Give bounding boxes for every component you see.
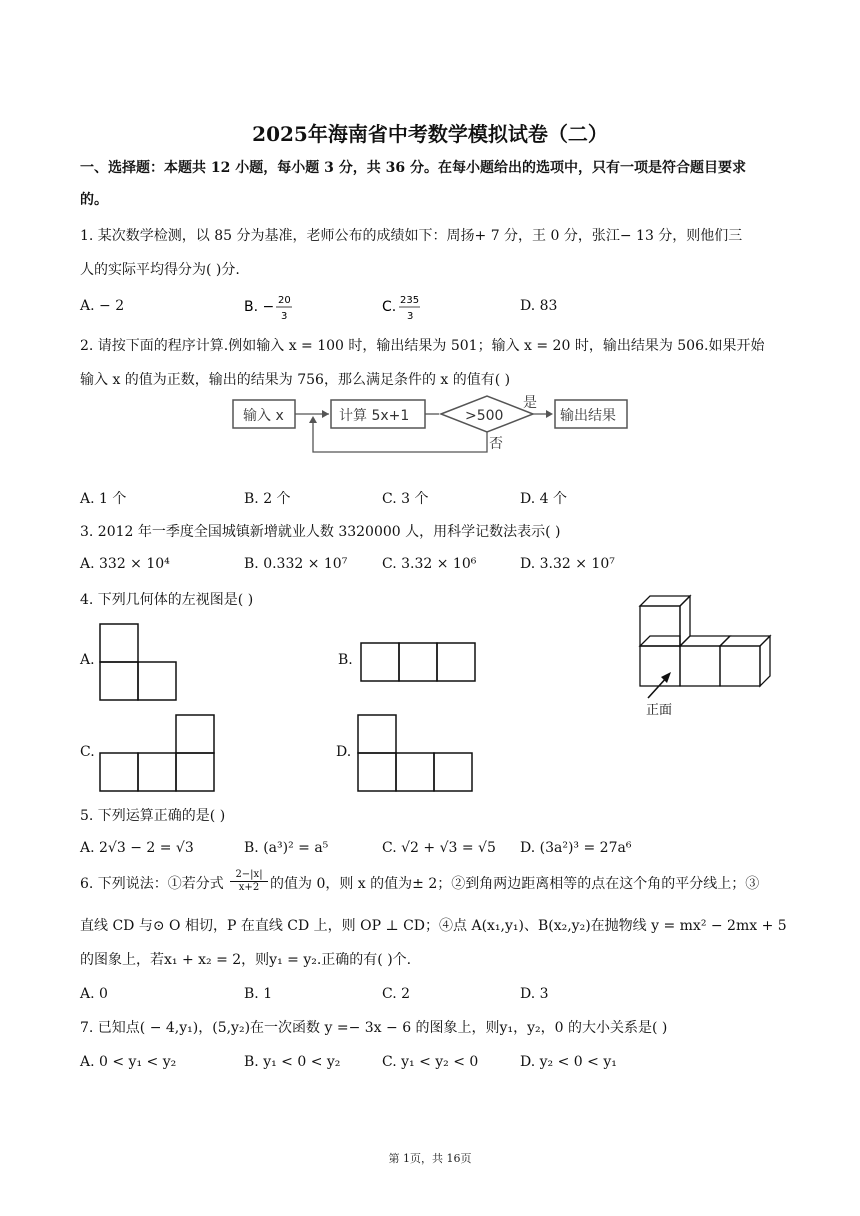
q1-option-b-math	[244, 290, 324, 326]
q2-text-line1: 2. 请按下面的程序计算.例如输入 x = 100 时，输出结果为 501；输入 x = 20 时，输出结果为 506.如果开始	[80, 338, 765, 354]
section-heading-line1: 一、选择题：本题共 12 小题，每小题 3 分，共 36 分。在每小题给出的选项中，只有一项是符合题目要求	[80, 160, 746, 176]
q6-text-line1a: 6. 下列说法：①若分式	[80, 876, 224, 892]
flow-yes-label: 是	[523, 395, 537, 411]
q2-text-line2: 输入 x 的值为正数，输出的结果为 756，那么满足条件的 x 的值有( )	[80, 372, 511, 388]
svg-text:235: 235	[400, 295, 420, 306]
q4-label-d: D.	[336, 744, 352, 760]
page-title: 2025年海南省中考数学模拟试卷（二）	[252, 122, 608, 146]
q6-fraction	[230, 869, 268, 894]
q1-option-a: A. − 2	[80, 298, 125, 314]
q6-text-line2: 直线 CD 与⊙ O 相切，P 在直线 CD 上，则 OP ⊥ CD；④点 A(x₁,y₁)、B(x₂,y₂)在抛物线 y = mx² − 2mx + 5	[80, 918, 787, 934]
flow-output-label: 输出结果	[560, 408, 616, 424]
q6-text-line3: 的图象上，若x₁ + x₂ = 2，则y₁ = y₂.正确的有( )个.	[80, 952, 412, 968]
q1-option-d: D. 83	[520, 298, 558, 314]
q1-text-line2: 人的实际平均得分为( )分.	[80, 262, 240, 278]
q4-label-b: B.	[338, 652, 353, 668]
q5-option-c: C. √2 + √3 = √5	[382, 840, 496, 856]
q4-option-b-figure	[359, 641, 477, 683]
q3-option-b: B. 0.332 × 10⁷	[244, 556, 348, 572]
svg-text:B. −: B. −	[244, 299, 275, 315]
flow-input-label: 输入 x	[243, 408, 284, 424]
q5-option-a: A. 2√3 − 2 = √3	[80, 840, 194, 856]
q3-text-line1: 3. 2012 年一季度全国城镇新增就业人数 3320000 人，用科学记数法表示( )	[80, 524, 561, 540]
q3-option-c: C. 3.32 × 10⁶	[382, 556, 477, 572]
q4-option-a-figure	[98, 622, 180, 702]
q1-option-b	[244, 290, 324, 330]
flow-no-label: 否	[489, 436, 503, 452]
q5-option-d: D. (3a²)³ = 27a⁶	[520, 840, 632, 856]
page-footer: 第 1页，共 16页	[388, 1152, 472, 1165]
q4-option-d-figure	[356, 713, 474, 793]
svg-text:C.: C.	[382, 299, 397, 315]
q4-solid-figure	[634, 592, 780, 720]
q6-fraction-numerator: 2−|x|	[230, 869, 268, 882]
svg-text:3: 3	[281, 311, 288, 322]
q6-option-b: B. 1	[244, 986, 273, 1002]
q6-fraction-denominator: x+2	[238, 882, 260, 893]
q1-option-c	[382, 290, 462, 330]
q3-option-a: A. 332 × 10⁴	[80, 556, 170, 572]
q4-label-a: A.	[80, 652, 95, 668]
q3-option-d: D. 3.32 × 10⁷	[520, 556, 615, 572]
q6-option-d: D. 3	[520, 986, 549, 1002]
q7-option-c: C. y₁ < y₂ < 0	[382, 1054, 479, 1070]
q5-option-b: B. (a³)² = a⁵	[244, 840, 329, 856]
q7-option-b: B. y₁ < 0 < y₂	[244, 1054, 341, 1070]
program-flowchart	[225, 392, 635, 458]
front-label: 正面	[646, 703, 673, 718]
q5-text-line1: 5. 下列运算正确的是( )	[80, 808, 226, 824]
flow-calc-label: 计算 5x+1	[339, 408, 410, 424]
svg-text:20: 20	[278, 295, 291, 306]
q4-label-c: C.	[80, 744, 95, 760]
q1-text-line1: 1. 某次数学检测，以 85 分为基准，老师公布的成绩如下：周扬+ 7 分，王 0 分，张江− 13 分，则他们三	[80, 228, 743, 244]
q6-option-a: A. 0	[80, 986, 108, 1002]
q2-option-a: A. 1 个	[80, 491, 127, 507]
q6-text-line1b: 的值为 0，则 x 的值为± 2；②到角两边距离相等的点在这个角的平分线上；③	[270, 876, 760, 892]
q1-option-c-math	[382, 290, 462, 326]
svg-text:3: 3	[407, 311, 414, 322]
q2-option-d: D. 4 个	[520, 491, 567, 507]
q7-option-a: A. 0 < y₁ < y₂	[80, 1054, 177, 1070]
q4-option-c-figure	[98, 713, 216, 793]
q4-text-line1: 4. 下列几何体的左视图是( )	[80, 592, 254, 608]
q2-option-b: B. 2 个	[244, 491, 291, 507]
q6-option-c: C. 2	[382, 986, 411, 1002]
q2-option-c: C. 3 个	[382, 491, 429, 507]
q7-option-d: D. y₂ < 0 < y₁	[520, 1054, 617, 1070]
q7-text-line1: 7. 已知点( − 4,y₁)，(5,y₂)在一次函数 y =− 3x − 6 的图象上，则y₁，y₂，0 的大小关系是( )	[80, 1020, 668, 1036]
flow-condition-label: >500	[465, 408, 504, 424]
section-heading-line2: 的。	[80, 192, 108, 208]
